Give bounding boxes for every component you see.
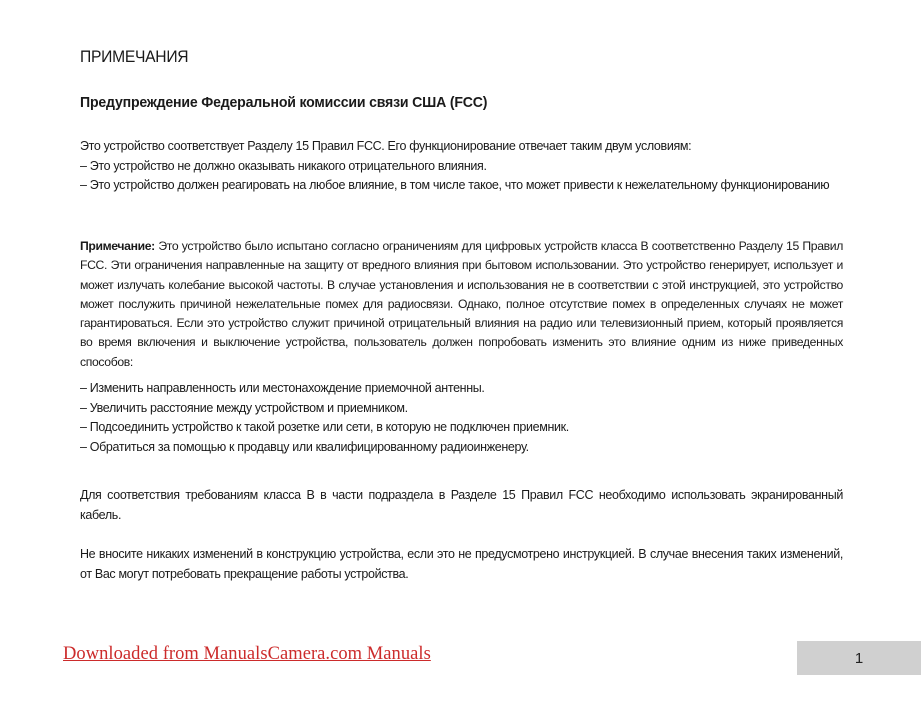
page-title: ПРИМЕЧАНИЯ [80, 47, 189, 66]
intro-condition-2: – Это устройство должен реагировать на любое влияние, в том числе такое, что может привести к нежелательному функционированию [80, 178, 830, 192]
note-label: Примечание: [80, 239, 155, 253]
list-item: – Подсоединить устройство к такой розетке или сети, в которую не подключен приемник. [80, 420, 569, 434]
cable-text: Для соответствия требованиям класса B в части подраздела в Разделе 15 Правил FCC необходимо использовать экранированный кабель. [80, 488, 843, 522]
changes-text: Не вносите никаких изменений в конструкцию устройства, если это не предусмотрено инструкцией. В случае внесения таких изменений, от Вас могут потребовать прекращение работы устройства. [80, 547, 843, 581]
intro-condition-1: – Это устройство не должно оказывать никакого отрицательного влияния. [80, 158, 487, 173]
list-item: – Изменить направленность или местонахождение приемочной антенны. [80, 381, 485, 395]
intro-paragraph [80, 137, 843, 196]
cable-paragraph [80, 486, 843, 525]
remedies-list [80, 379, 843, 457]
changes-paragraph [80, 545, 843, 584]
page-number-badge [797, 641, 921, 675]
document-page [80, 0, 843, 704]
note-paragraph [80, 237, 843, 372]
list-item: – Увеличить расстояние между устройством и приемником. [80, 400, 408, 415]
list-item: – Обратиться за помощью к продавцу или квалифицированному радиоинженеру. [80, 439, 529, 454]
note-text: Это устройство было испытано согласно ограничениям для цифровых устройств класса B соответственно Разделу 15 Правил FCC. Эти ограничения направленные на защиту от вредного влияния при бытовом использовании. Это устройство генерирует, использует и может излучать колебание высокой частоты. В случае установления и использования не в соответствии с этой инструкцией, это устройство может послужить причиной нежелательные помех для радиосвязи. Однако, полное отсутствие помех в определенных случаях не может гарантироваться. Если это устройство служит причиной отрицательный влияния на радио или телевизионный прием, который проявляется во время включения и выключение устройства, пользователь должен попробовать изменить это влияние одним из ниже приведенных способов: [80, 239, 843, 369]
intro-line: Это устройство соответствует Разделу 15 Правил FCC. Его функционирование отвечает таким двум условиям: [80, 139, 692, 153]
page-number: 1 [854, 649, 864, 667]
section-subtitle: Предупреждение Федеральной комиссии связи США (FCC) [80, 94, 488, 111]
download-source-link[interactable]: Downloaded from ManualsCamera.com Manuals [63, 644, 431, 664]
